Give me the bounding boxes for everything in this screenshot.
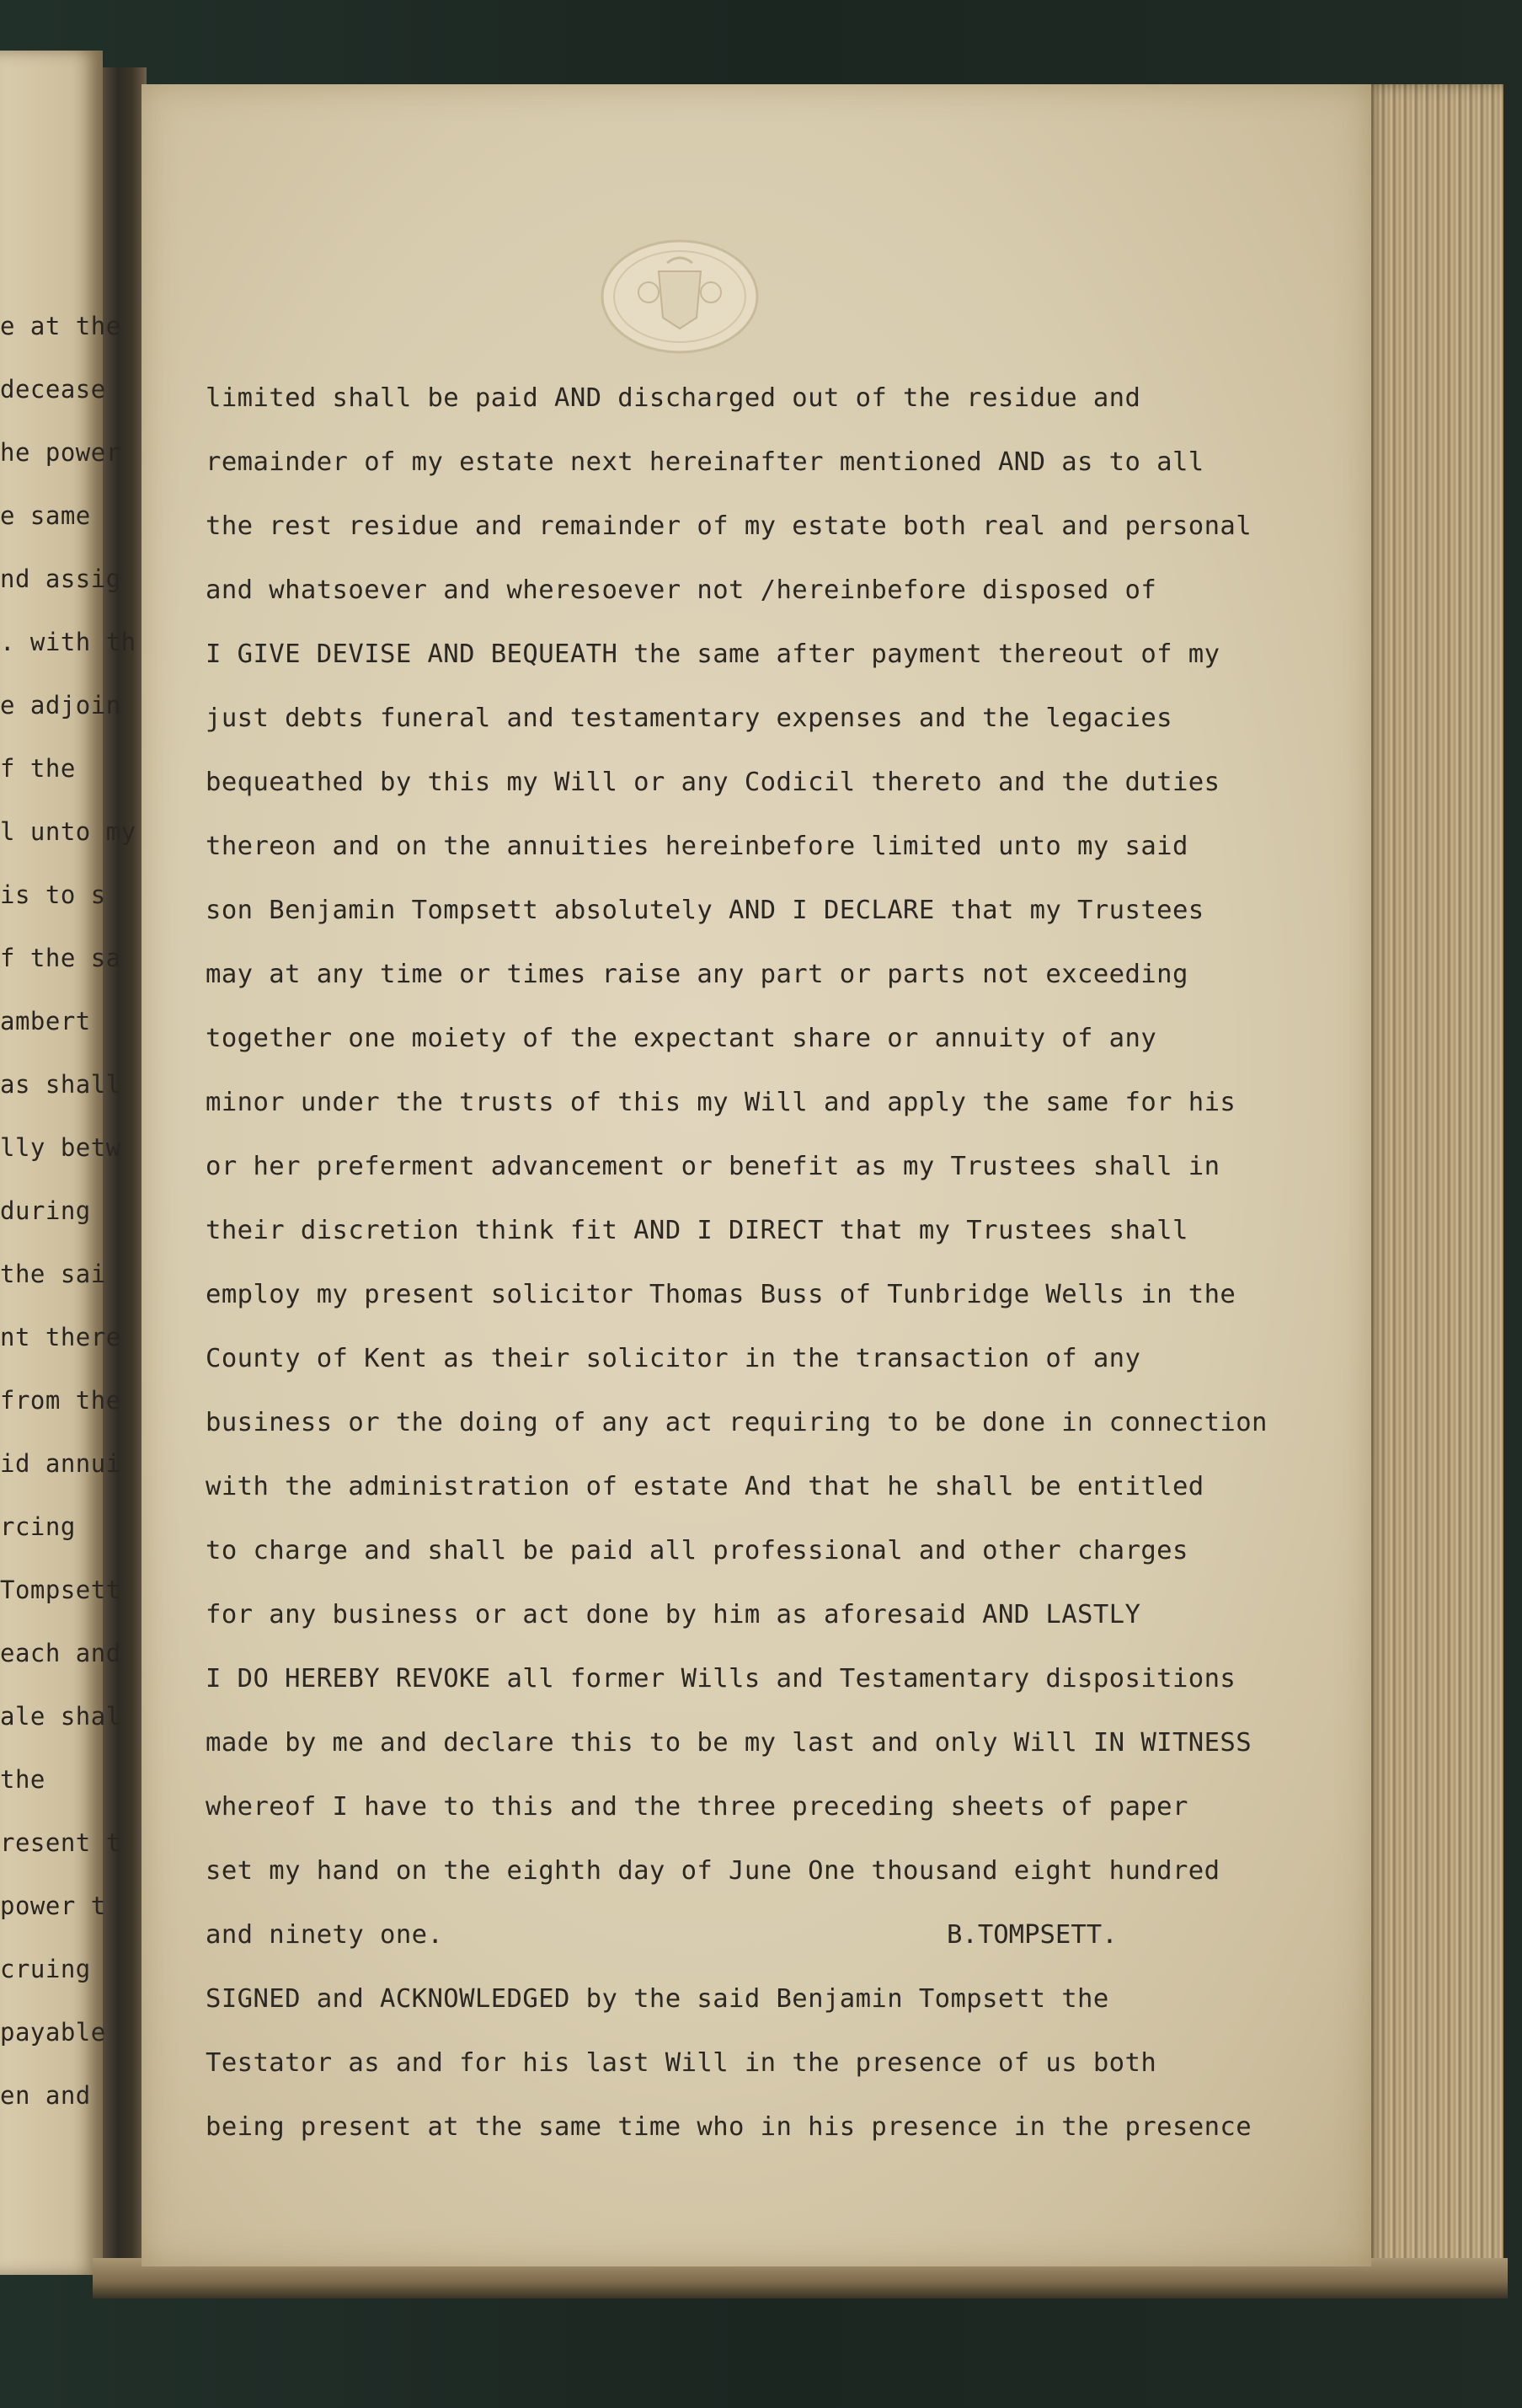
left-page-fragment: the sai <box>0 1260 106 1288</box>
left-page-fragment: decease <box>0 375 106 404</box>
left-page-fragment: he power <box>0 438 121 467</box>
left-page-fragment: id annui <box>0 1449 121 1478</box>
embossed-seal-icon <box>600 238 760 356</box>
left-page-fragment: rcing <box>0 1512 76 1541</box>
left-page-fragment: e same <box>0 501 91 530</box>
document-line: bequeathed by this my Will or any Codicil thereto and the duties <box>206 768 1220 797</box>
left-page-fragment: cruing <box>0 1955 91 1983</box>
document-line: or her preferment advancement or benefit as my Trustees shall in <box>206 1152 1220 1181</box>
document-line: minor under the trusts of this my Will and apply the same for his <box>206 1088 1236 1117</box>
left-page-fragment: resent t <box>0 1828 121 1857</box>
document-line: and ninety one. <box>206 1920 444 1950</box>
left-page-fragment: ale shal <box>0 1702 121 1731</box>
left-page-fragment: f the sa <box>0 944 121 972</box>
left-page-fragment: from the <box>0 1386 121 1415</box>
document-line: whereof I have to this and the three preceding sheets of paper <box>206 1792 1188 1822</box>
left-page-fragment: payable <box>0 2018 106 2047</box>
document-line: employ my present solicitor Thomas Buss of Tunbridge Wells in the <box>206 1280 1236 1309</box>
attestation-line: SIGNED and ACKNOWLEDGED by the said Benjamin Tompsett the <box>206 1984 1109 2014</box>
left-page-fragment: is to s <box>0 880 106 909</box>
page-stack-edges <box>1364 84 1503 2275</box>
left-page-fragment: as shall <box>0 1070 121 1099</box>
document-line: County of Kent as their solicitor in the transaction of any <box>206 1344 1141 1373</box>
left-page-fragment: en and <box>0 2081 91 2110</box>
attestation-line: being present at the same time who in his presence in the presence <box>206 2112 1252 2142</box>
document-line: and whatsoever and wheresoever not /hereinbefore disposed of <box>206 575 1157 605</box>
left-page-fragment: during <box>0 1196 91 1225</box>
document-line: son Benjamin Tompsett absolutely AND I DECLARE that my Trustees <box>206 896 1204 925</box>
left-page-fragment: power t <box>0 1892 106 1920</box>
left-page-fragment: each and <box>0 1639 121 1667</box>
document-line: I DO HEREBY REVOKE all former Wills and Testamentary dispositions <box>206 1664 1236 1694</box>
binding-gutter <box>99 67 147 2275</box>
signature: B.TOMPSETT. <box>947 1920 1118 1950</box>
left-page-fragment: ambert <box>0 1007 91 1035</box>
left-page-fragment: nd assig <box>0 565 121 593</box>
document-line: with the administration of estate And that he shall be entitled <box>206 1472 1204 1501</box>
document-line: thereon and on the annuities hereinbefore limited unto my said <box>206 832 1188 861</box>
left-page-fragment: f the <box>0 754 76 783</box>
left-page-fragment: nt there <box>0 1323 121 1351</box>
left-page-fragment: l unto my <box>0 817 136 846</box>
document-line: just debts funeral and testamentary expenses and the legacies <box>206 704 1172 733</box>
left-page-fragment: Tompsett <box>0 1576 121 1604</box>
left-page-fragment: e at the <box>0 312 121 340</box>
document-line: the rest residue and remainder of my estate both real and personal <box>206 511 1252 541</box>
left-page-fragment: lly betw <box>0 1133 121 1162</box>
document-line: set my hand on the eighth day of June One thousand eight hundred <box>206 1856 1220 1886</box>
document-line: may at any time or times raise any part or parts not exceeding <box>206 960 1188 989</box>
document-line: limited shall be paid AND discharged out of the residue and <box>206 383 1141 413</box>
document-line: their discretion think fit AND I DIRECT that my Trustees shall <box>206 1216 1188 1245</box>
left-page-fragment: e adjoin <box>0 691 121 720</box>
attestation-line: Testator as and for his last Will in the presence of us both <box>206 2048 1157 2078</box>
document-line: for any business or act done by him as aforesaid AND LASTLY <box>206 1600 1141 1629</box>
document-line: to charge and shall be paid all professional and other charges <box>206 1536 1188 1565</box>
document-line: made by me and declare this to be my last and only Will IN WITNESS <box>206 1728 1252 1758</box>
document-line: together one moiety of the expectant share or annuity of any <box>206 1024 1157 1053</box>
document-line: business or the doing of any act requiring to be done in connection <box>206 1408 1268 1437</box>
left-page-fragment: . with th <box>0 628 136 656</box>
left-adjacent-page <box>0 51 136 2275</box>
document-line: I GIVE DEVISE AND BEQUEATH the same after payment thereout of my <box>206 639 1220 669</box>
document-line: remainder of my estate next hereinafter mentioned AND as to all <box>206 447 1204 477</box>
left-page-fragment: the <box>0 1765 45 1794</box>
